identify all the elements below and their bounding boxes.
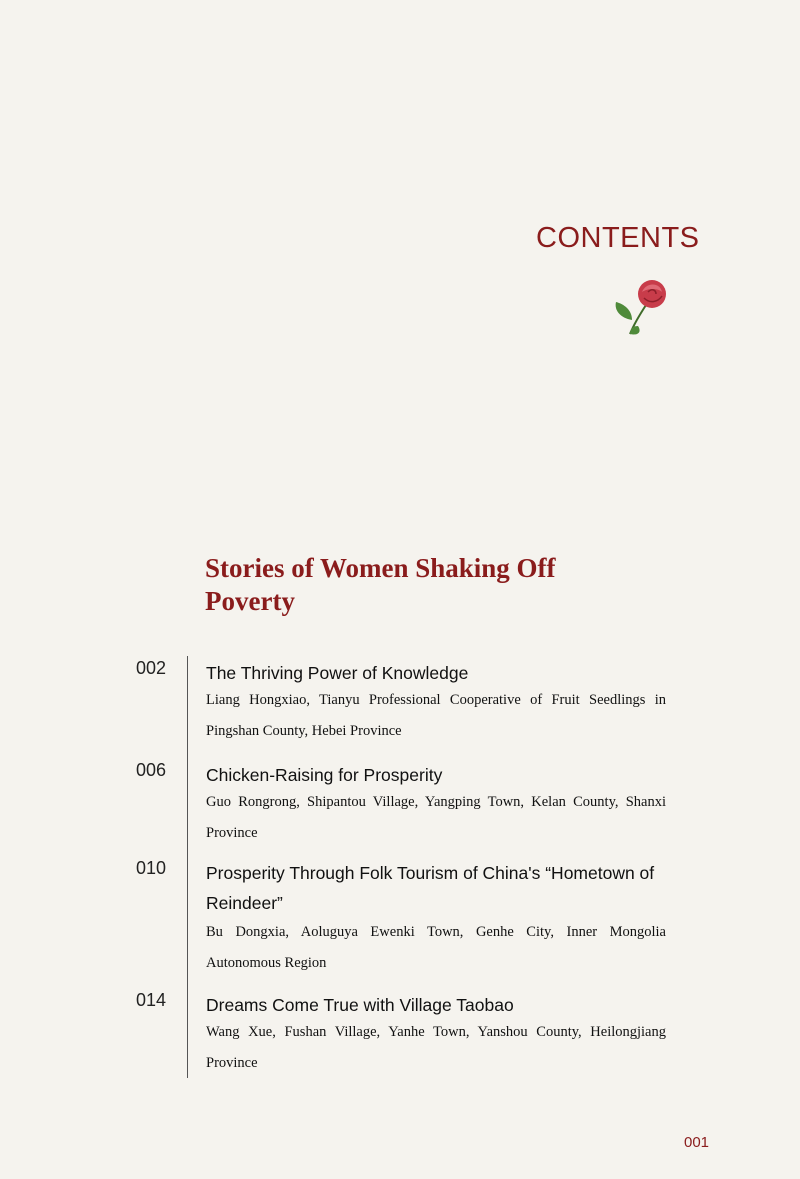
rose-icon: [608, 276, 670, 338]
entry-title: Chicken-Raising for Prosperity: [206, 765, 443, 785]
entry-title: Dreams Come True with Village Taobao: [206, 995, 514, 1015]
section-title: Stories of Women Shaking Off Poverty: [205, 553, 556, 616]
entry-title: The Thriving Power of Knowledge: [206, 663, 469, 683]
entry-author: Bu Dongxia, Aoluguya Ewenki Town, Genhe City, Inner Mongolia Autonomous Region: [206, 924, 666, 971]
entry-author: Guo Rongrong, Shipantou Village, Yangping Town, Kelan County, Shanxi Province: [206, 794, 666, 841]
entry-page-number: 002: [136, 658, 167, 678]
contents-heading: CONTENTS: [536, 222, 700, 254]
page-number: 001: [684, 1134, 710, 1151]
entry-page-number: 014: [136, 990, 167, 1010]
entry-title: Prosperity Through Folk Tourism of China's “Hometown of Reindeer”: [206, 863, 655, 913]
entry-page-number: 006: [136, 760, 167, 780]
entry-author: Liang Hongxiao, Tianyu Professional Cooperative of Fruit Seedlings in Pingshan County, Hebei Province: [206, 692, 666, 739]
entry-author: Wang Xue, Fushan Village, Yanhe Town, Yanshou County, Heilongjiang Province: [206, 1024, 666, 1071]
toc-divider-line: [187, 656, 188, 1078]
entry-page-number: 010: [136, 858, 167, 878]
